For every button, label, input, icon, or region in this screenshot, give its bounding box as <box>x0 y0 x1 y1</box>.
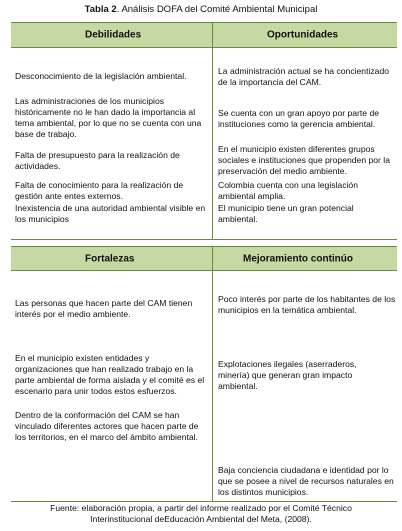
oportunidad-2: Se cuenta con un gran apoyo por parte de instituciones como la gerencia ambiental. <box>218 108 380 129</box>
section2-divider <box>212 246 213 501</box>
table-title <box>0 4 402 15</box>
section1-header-row <box>11 22 397 48</box>
header-fortalezas: Fortalezas <box>85 253 135 264</box>
debilidad-5: Inexistencia de una autoridad ambiental visible en los municipios <box>15 203 206 224</box>
fortaleza-1: Las personas que hacen parte del CAM tienen interés por el medio ambiente. <box>15 298 193 319</box>
section2-bottom-rule <box>11 501 397 502</box>
fortaleza-3: Dentro de la conformación del CAM se han vinculado diferentes actores que hacen parte de los territorios, en el marco del ámbito ambiental. <box>15 410 199 442</box>
oportunidad-5: El municipio tiene un gran potencial ambiental. <box>218 203 354 224</box>
source-line-1: Fuente: elaboración propia, a partir del informe realizado por el Comité Técnico <box>50 503 352 513</box>
mejoramiento-3: Baja conciencia ciudadana e identidad por lo que se posee a nivel de recursos naturales en los distintos municipios. <box>218 465 394 497</box>
section1-bottom-rule <box>11 239 397 240</box>
debilidad-2: Las administraciones de los municipios históricamente no le han dado la importancia al tema ambiental, por lo que no se cuenta con una base de trabajo. <box>15 96 202 139</box>
oportunidad-4: Colombia cuenta con una legislación ambiental amplia. <box>218 180 358 201</box>
debilidad-1: Desconocimiento de la legislación ambiental. <box>15 71 187 81</box>
header-oportunidades: Oportunidades <box>267 29 339 41</box>
fortaleza-2: En el municipio existen entidades y organizaciones que han realizado trabajo en la parte ambiental de forma aislada y el comité es el escenario para unir todos estos esfuerzos. <box>15 353 205 396</box>
debilidad-3: Falta de presupuesto para la realización de actividades. <box>15 150 180 171</box>
debilidad-4: Falta de conocimiento para la realización de gestión ante entes externos. <box>15 180 184 201</box>
table-caption: . Análisis DOFA del Comité Ambiental Municipal <box>116 4 318 15</box>
oportunidad-1: La administración actual se ha concientizado de la importancia del CAM. <box>218 66 390 87</box>
header-mejoramiento: Mejoramiento continúo <box>243 253 353 264</box>
source-footer <box>0 503 402 525</box>
section2-header-row <box>11 246 397 271</box>
table-number: Tabla 2 <box>84 4 117 15</box>
source-line-2: Interinstitucional deEducación Ambiental del Meta, (2008). <box>90 514 312 524</box>
section1-divider <box>212 22 213 239</box>
header-debilidades: Debilidades <box>85 29 142 41</box>
oportunidad-3: En el municipio existen diferentes grupos sociales e instituciones que propenden por la preservación del medio ambiente. <box>218 144 390 176</box>
mejoramiento-2: Explotaciones ilegales (aserraderos, minería) que generan gran impacto ambiental. <box>218 359 357 391</box>
mejoramiento-1: Poco interés por parte de los habitantes de los municipios en la temática ambiental. <box>218 294 396 315</box>
